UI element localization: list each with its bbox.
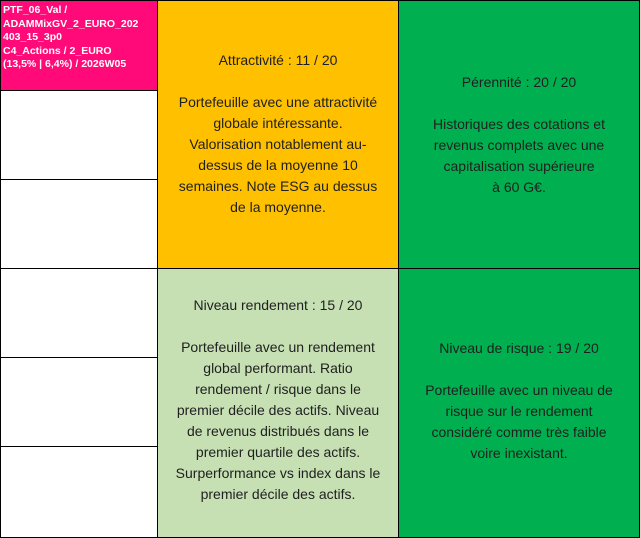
rendement-heading: Niveau rendement : 15 / 20	[193, 297, 363, 313]
rendement-text	[158, 337, 398, 505]
attractivite-line: Portefeuille avec une attractivité	[178, 94, 378, 110]
empty-cell-5[interactable]	[0, 446, 158, 538]
empty-cell-1[interactable]	[0, 90, 158, 180]
empty-cell-3[interactable]	[0, 268, 158, 358]
risque-line: risque sur le rendement	[445, 403, 593, 419]
risque-panel[interactable]	[398, 268, 640, 538]
attractivite-text	[158, 92, 398, 218]
rendement-line: premier décile des actifs. Niveau	[176, 402, 380, 418]
rendement-line: premier quartile des actifs.	[195, 444, 361, 460]
rendement-line: de revenus distribués dans le	[186, 423, 370, 439]
risque-heading: Niveau de risque : 19 / 20	[439, 340, 599, 356]
attractivite-heading: Attractivité : 11 / 20	[218, 52, 338, 68]
risque-text	[399, 380, 639, 464]
attractivite-line: Valorisation notablement au-	[189, 136, 367, 152]
empty-cell-2[interactable]	[0, 179, 158, 269]
attractivite-panel[interactable]	[157, 0, 399, 269]
empty-cell-4[interactable]	[0, 357, 158, 447]
title-line-4: C4_Actions / 2_EURO	[3, 44, 112, 57]
rendement-line: Portefeuille avec un rendement	[181, 339, 375, 355]
risque-line: Portefeuille avec un niveau de	[425, 382, 613, 398]
perennite-text	[399, 114, 639, 198]
rendement-line: global performant. Ratio	[203, 360, 353, 376]
rendement-panel[interactable]	[157, 268, 399, 538]
portfolio-title-cell[interactable]	[0, 0, 158, 91]
risque-line: voire inexistant.	[470, 445, 568, 461]
attractivite-line: globale intéressante.	[213, 115, 343, 131]
attractivite-line: semaines. Note ESG au dessus	[178, 178, 378, 194]
title-line-5: (13,5% | 6,4%) / 2026W05	[3, 58, 127, 70]
perennite-panel[interactable]	[398, 0, 640, 269]
rendement-line: Surperformance vs index dans le	[175, 465, 381, 481]
rendement-line: premier décile des actifs.	[200, 486, 356, 502]
attractivite-line: de la moyenne.	[230, 199, 326, 215]
perennite-line: revenus complets avec une	[433, 137, 605, 153]
rendement-line: rendement / risque dans le	[195, 381, 361, 397]
risque-line: considéré comme très faible	[431, 424, 607, 440]
title-line-3: 403_15_3p0	[3, 31, 62, 43]
attractivite-line: dessus de la moyenne 10	[198, 157, 358, 173]
perennite-heading: Pérennité : 20 / 20	[461, 74, 577, 90]
perennite-line: Historiques des cotations et	[433, 116, 605, 132]
title-line-1: PTF_06_Val /	[3, 4, 68, 16]
perennite-line: capitalisation supérieure	[443, 158, 595, 174]
perennite-line: à 60 G€.	[492, 179, 546, 195]
title-line-2: ADAMMixGV_2_EURO_202	[3, 17, 139, 30]
